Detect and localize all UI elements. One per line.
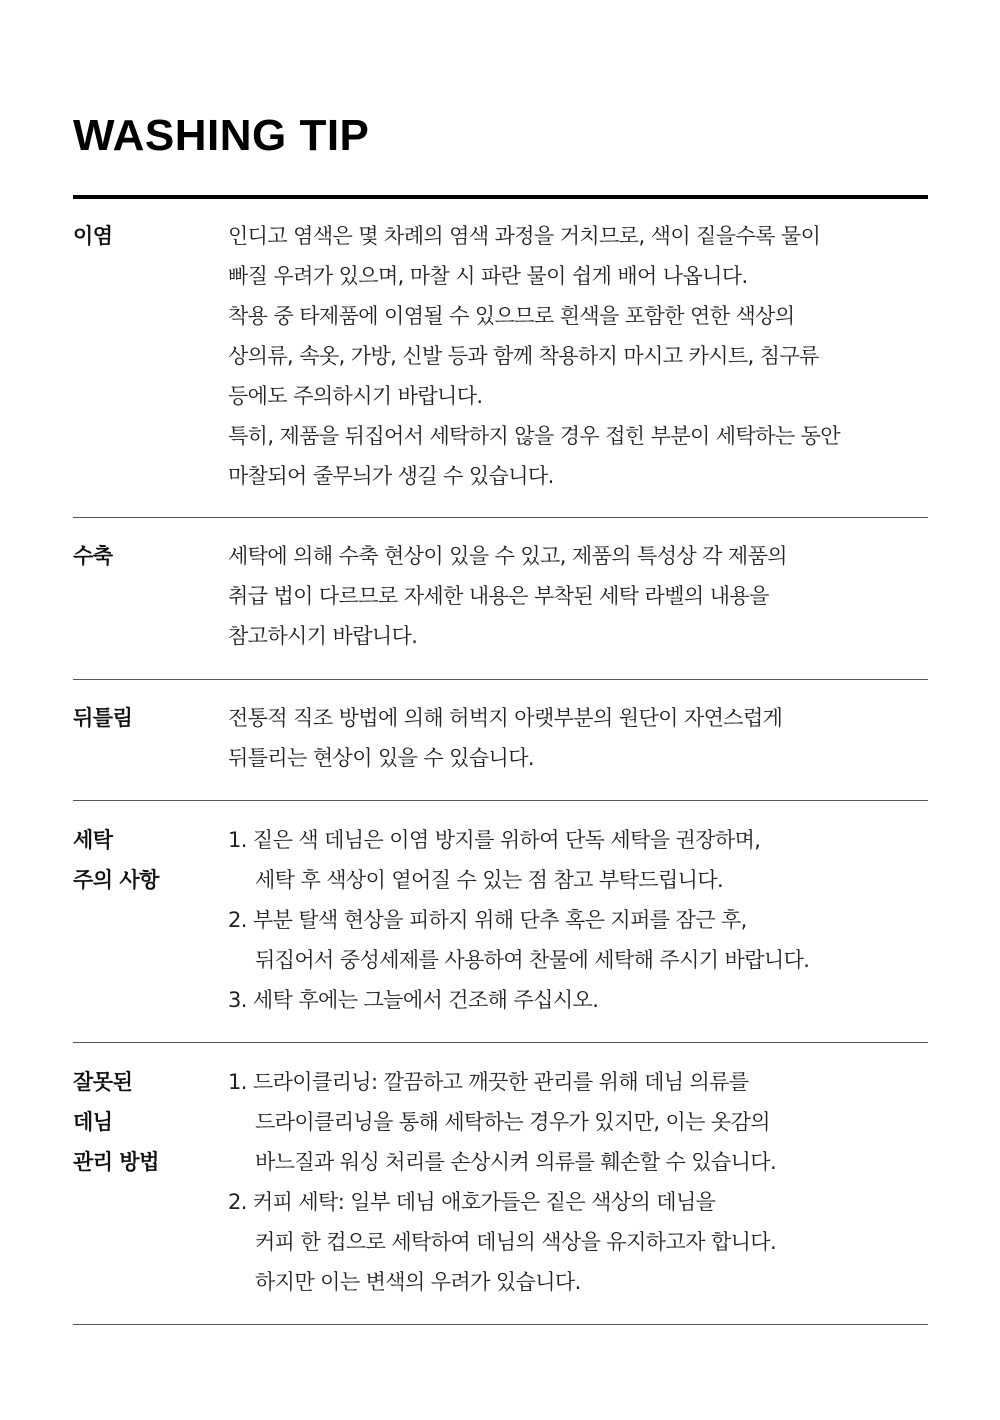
list-item-continuation: 바느질과 워싱 처리를 손상시켜 의류를 훼손할 수 있습니다.: [255, 1150, 777, 1174]
section-body: [228, 820, 928, 1020]
body-line: 등에도 주의하시기 바랍니다.: [228, 384, 483, 408]
body-line: 인디고 염색은 몇 차례의 염색 과정을 거치므로, 색이 짙을수록 물이: [228, 224, 821, 248]
section-divider: [73, 1324, 928, 1325]
list-item-continuation: 뒤집어서 중성세제를 사용하여 찬물에 세탁해 주시기 바랍니다.: [255, 948, 810, 972]
section-label-line: 세탁: [73, 828, 113, 852]
section-label-line: 이염: [73, 224, 113, 248]
list-item-continuation: 커피 한 컵으로 세탁하여 데님의 색상을 유지하고자 합니다.: [255, 1230, 777, 1254]
section-body: [228, 536, 928, 656]
body-line: 취급 법이 다르므로 자세한 내용은 부착된 세탁 라벨의 내용을: [228, 584, 769, 608]
body-line: 상의류, 속옷, 가방, 신발 등과 함께 착용하지 마시고 카시트, 침구류: [228, 344, 819, 368]
section-divider: [73, 1042, 928, 1043]
section-label-line: 데님: [73, 1110, 113, 1134]
list-item: 1. 짙은 색 데님은 이염 방지를 위하여 단독 세탁을 권장하며,: [228, 828, 761, 852]
body-line: 참고하시기 바랍니다.: [228, 624, 418, 648]
list-item-continuation: 드라이클리닝을 통해 세탁하는 경우가 있지만, 이는 옷감의: [255, 1110, 770, 1134]
section-label: [73, 216, 113, 256]
section-body: [228, 216, 928, 496]
list-item: 2. 커피 세탁: 일부 데님 애호가들은 짙은 색상의 데님을: [228, 1190, 716, 1214]
section-divider: [73, 679, 928, 680]
body-line: 착용 중 타제품에 이염될 수 있으므로 흰색을 포함한 연한 색상의: [228, 304, 795, 328]
section-divider: [73, 517, 928, 518]
section-label-line: 뒤틀림: [73, 706, 133, 730]
section-label: [73, 698, 132, 738]
section-body: [228, 698, 928, 778]
body-line: 세탁에 의해 수축 현상이 있을 수 있고, 제품의 특성상 각 제품의: [228, 544, 787, 568]
section-label-line: 수축: [73, 544, 113, 568]
list-item-continuation: 하지만 이는 변색의 우려가 있습니다.: [255, 1270, 581, 1294]
section-label: [73, 536, 113, 576]
section-label-line: 주의 사항: [73, 868, 159, 892]
list-item-continuation: 세탁 후 색상이 옅어질 수 있는 점 참고 부탁드립니다.: [255, 868, 724, 892]
list-item: 3. 세탁 후에는 그늘에서 건조해 주십시오.: [228, 988, 599, 1012]
body-line: 특히, 제품을 뒤집어서 세탁하지 않을 경우 접힌 부분이 세탁하는 동안: [228, 424, 840, 448]
list-item: 2. 부분 탈색 현상을 피하지 위해 단추 혹은 지퍼를 잠근 후,: [228, 908, 747, 932]
body-line: 뒤틀리는 현상이 있을 수 있습니다.: [228, 746, 534, 770]
list-item: 1. 드라이클리닝: 깔끔하고 깨끗한 관리를 위해 데님 의류를: [228, 1070, 749, 1094]
section-label-line: 관리 방법: [73, 1150, 159, 1174]
section-label: [73, 1062, 159, 1182]
body-line: 마찰되어 줄무늬가 생길 수 있습니다.: [228, 464, 554, 488]
section-body: [228, 1062, 928, 1302]
section-divider: [73, 800, 928, 801]
section-label: [73, 820, 159, 900]
body-line: 전통적 직조 방법에 의해 허벅지 아랫부분의 원단이 자연스럽게: [228, 706, 783, 730]
body-line: 빠질 우려가 있으며, 마찰 시 파란 물이 쉽게 배어 나옵니다.: [228, 264, 748, 288]
section-label-line: 잘못된: [73, 1070, 133, 1094]
page-title: WASHING TIP: [73, 111, 370, 160]
title-rule-divider: [73, 195, 928, 199]
